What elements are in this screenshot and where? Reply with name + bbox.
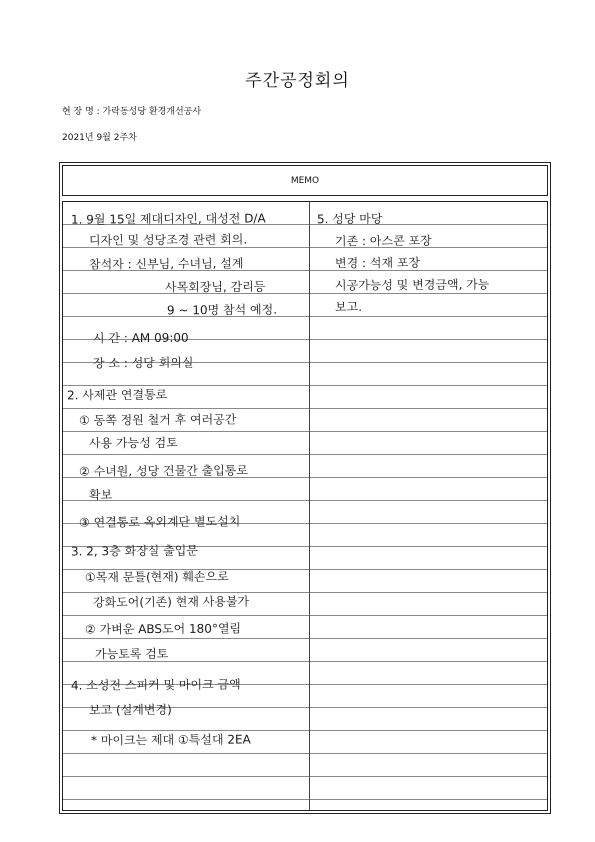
note-line: 보고 (설계변경) (88, 702, 172, 718)
note-line: 1. 9월 15일 제대디자인, 대성전 D/A (70, 211, 266, 227)
note-line: 3. 2, 3층 화장실 출입문 (70, 543, 198, 559)
note-line: 참석자 : 신부님, 수녀님, 설계 (88, 256, 244, 272)
note-line: ③ 연결통로 옥외계단 별도설치 (78, 514, 241, 530)
note-line: ①목재 문틀(현재) 훼손으로 (84, 569, 229, 585)
note-line: 사용 가능성 검토 (88, 435, 178, 451)
note-line-right: 5. 성당 마당 (316, 211, 383, 227)
note-line: 9 ~ 10명 참석 예정. (166, 302, 278, 318)
column-divider (309, 202, 310, 810)
note-line: 장 소 : 성당 회의실 (92, 355, 194, 371)
note-line: 시 간 : AM 09:00 (92, 330, 189, 346)
note-line-right: 변경 : 석재 포장 (334, 255, 421, 271)
note-line: ① 동쪽 정원 철거 후 여러공간 (78, 412, 237, 428)
note-line: 확보 (88, 487, 113, 503)
note-line: 사목회장님, 감리등 (164, 279, 266, 295)
note-line-right: 보고. (334, 299, 363, 315)
note-line: 디자인 및 성당조경 관련 회의. (88, 232, 248, 248)
note-line: ② 가벼운 ABS도어 180°열림 (84, 621, 242, 637)
note-line: 2. 사제관 연결통로 (66, 387, 168, 403)
page-title: 주간공정회의 (245, 71, 350, 91)
note-line: 가능토록 검토 (94, 646, 169, 662)
note-line: ② 수녀원, 성당 건물간 출입통로 (78, 463, 248, 479)
memo-ruled-area (62, 201, 548, 811)
note-line-right: 기존 : 아스콘 포장 (334, 233, 432, 249)
note-line: * 마이크는 제대 ①특설대 2EA (90, 732, 251, 748)
site-name-line: 현 장 명 : 가락동성당 환경개선공사 (62, 107, 202, 117)
week-line: 2021년 9월 2주차 (62, 133, 137, 143)
note-line: 강화도어(기존) 현재 사용불가 (92, 594, 250, 610)
note-line-right: 시공가능성 및 변경금액, 가능 (334, 277, 490, 293)
memo-label: MEMO (290, 175, 320, 186)
memo-header (62, 165, 548, 196)
note-line: 4. 소성전 스피커 및 마이크 금액 (70, 677, 241, 693)
memo-frame (59, 162, 551, 814)
